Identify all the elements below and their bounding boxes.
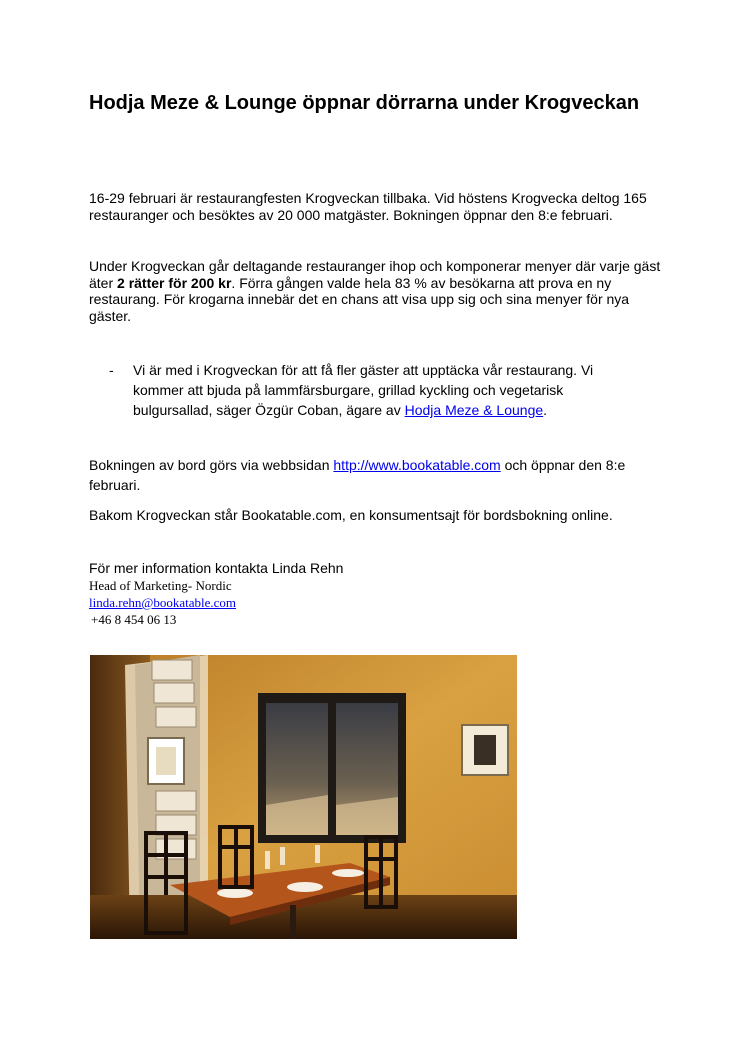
contact-role: Head of Marketing- Nordic [89,578,232,593]
contact-email-link[interactable]: linda.rehn@bookatable.com [89,595,236,610]
quote-body: Vi är med i Krogveckan för att få fler gäster att upptäcka vår restaurang. Vi kommer att bjuda på lammfärsburgare, grillad kyckling och vegetarisk bulgursallad, säger Özgür Coban, ägare av [133,362,594,418]
booking-url-link[interactable]: http://www.bookatable.com [333,457,501,473]
menu-paragraph [89,258,669,324]
about-paragraph: Bakom Krogveckan står Bookatable.com, en konsumentsajt för bordsbokning online. [89,507,613,523]
contact-heading: För mer information kontakta Linda Rehn [89,560,344,576]
intro-paragraph: 16-29 februari är restaurangfesten Krogveckan tillbaka. Vid höstens Krogvecka deltog 165 restauranger och besöktes av 20 000 matgäster. Bokningen öppnar den 8:e februari. [89,190,647,223]
quote-bullet: - [109,362,114,378]
quote-text [133,360,643,420]
menu-text-start: Under Krogveckan går deltagande restauranger ihop och komponerar menyer där varje gäst äter [89,258,661,291]
booking-text-end: och öppnar den 8:e februari. [89,457,626,493]
contact-phone: +46 8 454 06 13 [91,612,177,627]
restaurant-interior-image [90,655,517,939]
article-title: Hodja Meze & Lounge öppnar dörrarna under Krogveckan [89,92,640,114]
restaurant-photo [90,655,517,939]
booking-paragraph [89,455,669,495]
menu-text-end: . Förra gången valde hela 83 % av besökarna att prova en ny restaurang. För krogarna innebär det en chans att visa upp sig och sina menyer för nya gäster. [89,274,630,324]
restaurant-link[interactable]: Hodja Meze & Lounge [404,402,544,418]
price-highlight: 2 rätter för 200 kr [117,274,232,291]
quote-end: . [543,402,548,418]
booking-text-start: Bokningen av bord görs via webbsidan [89,457,334,473]
